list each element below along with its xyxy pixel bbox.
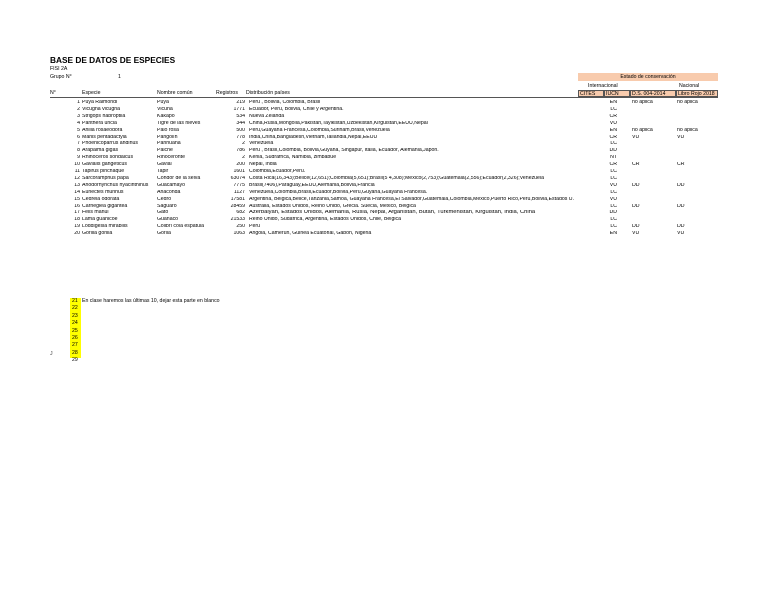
- records-cell[interactable]: 1771: [233, 106, 245, 112]
- distribution-cell[interactable]: Nepal, India: [249, 162, 277, 168]
- group-label: Grupo N°: [50, 74, 72, 80]
- common-name-cell[interactable]: Saguaro: [157, 203, 177, 209]
- common-name-cell[interactable]: Gavial: [157, 162, 172, 168]
- iucn-cell[interactable]: CR: [609, 113, 617, 119]
- common-name-cell[interactable]: Puya: [157, 100, 169, 105]
- records-cell[interactable]: 250: [236, 224, 245, 230]
- col-header-num: N°: [50, 90, 56, 96]
- row-number[interactable]: 2: [77, 106, 80, 112]
- red-book-cell[interactable]: DD: [677, 203, 685, 209]
- records-cell[interactable]: 500: [236, 127, 245, 133]
- species-cell[interactable]: Panthera uncia: [82, 120, 117, 126]
- iucn-cell[interactable]: NT: [610, 155, 617, 161]
- col-header-species: Especie: [82, 90, 101, 96]
- table-row[interactable]: [0, 141, 768, 148]
- empty-row-number[interactable]: 25: [72, 327, 78, 334]
- international-header: Internacional: [588, 83, 618, 89]
- records-cell[interactable]: 2: [242, 155, 245, 161]
- table-row[interactable]: [0, 100, 768, 107]
- empty-row-number[interactable]: 22: [72, 305, 78, 312]
- species-cell[interactable]: Tapirus pinchaque: [82, 169, 125, 174]
- common-name-cell[interactable]: Kakapo: [157, 113, 175, 119]
- table-row[interactable]: [0, 224, 768, 231]
- distribution-cell[interactable]: Kenia, Sudráfrica, Namibia, zimbabue: [249, 155, 337, 161]
- row-number[interactable]: 3: [77, 113, 80, 119]
- red-book-cell[interactable]: no aplica: [677, 127, 698, 133]
- common-name-cell[interactable]: Parihuana: [157, 141, 181, 147]
- cites-header: CITES: [578, 90, 604, 97]
- iucn-cell[interactable]: VU: [609, 196, 617, 202]
- common-name-cell[interactable]: Vicuña: [157, 106, 173, 112]
- iucn-cell[interactable]: LC: [610, 189, 617, 195]
- common-name-cell[interactable]: Colibrí cola espátula: [157, 224, 205, 230]
- row-number[interactable]: 10: [74, 162, 80, 168]
- distribution-cell[interactable]: Reino Unido, Sudáfrica, Argentina, Estados Unidos, Chile, Bélgica: [249, 217, 401, 223]
- species-cell[interactable]: Puya Raimondi: [82, 100, 118, 105]
- distribution-cell[interactable]: China,Rusia,Mongolia,Pakistan,Tayikistán,Uzbekistan,Kirguistán,EEUU,Nepal: [249, 120, 428, 126]
- table-row[interactable]: [0, 128, 768, 135]
- records-cell[interactable]: 344: [236, 120, 245, 126]
- ds-cell[interactable]: no aplica: [632, 100, 653, 105]
- distribution-cell[interactable]: Perú,Guayana Francesa,Colombia,Surinam,Brasil,Venezuela: [249, 127, 390, 133]
- records-cell[interactable]: 2: [242, 141, 245, 147]
- species-cell[interactable]: Vicugna vicugna: [82, 106, 120, 112]
- distribution-cell[interactable]: India,China,Bangladesh,Vietnam,Tailandia,Nepal,EEUU: [249, 134, 378, 140]
- iucn-cell[interactable]: EN: [609, 127, 617, 133]
- row-number[interactable]: 18: [74, 217, 80, 223]
- species-cell[interactable]: Eunectes murinus: [82, 189, 124, 195]
- species-cell[interactable]: Gavialis gangeticus: [82, 162, 127, 168]
- table-row[interactable]: [0, 135, 768, 142]
- distribution-cell[interactable]: Colombia,Ecuador,Perú.: [249, 169, 306, 174]
- records-cell[interactable]: 778: [236, 134, 245, 140]
- table-row[interactable]: [0, 148, 768, 155]
- iucn-cell[interactable]: LC: [610, 169, 617, 174]
- row-number[interactable]: 8: [77, 148, 80, 154]
- row-number[interactable]: 6: [77, 134, 80, 140]
- distribution-cell[interactable]: Costa Rica(16,343);Belice(12,651);Colombia(5,651);Brasil(5 4,308);México(2,753);Guatemala(2,556);Ecuador(2,326);Venezuela: [249, 175, 544, 181]
- distribution-cell[interactable]: Australia, Estados Unidos, Reino Unido, Grecia. Suecia, México, Bélgica: [249, 203, 416, 209]
- table-row[interactable]: [0, 217, 768, 224]
- distribution-cell[interactable]: Perú , Bolivia, Colombia, Brasil: [249, 100, 321, 105]
- species-cell[interactable]: Manis pentadactyla: [82, 134, 127, 140]
- species-cell[interactable]: Anilia rosaeodora: [82, 127, 123, 133]
- iucn-cell[interactable]: DD: [609, 148, 617, 154]
- row-number[interactable]: 12: [74, 175, 80, 181]
- empty-row-number[interactable]: 24: [72, 320, 78, 327]
- row-number[interactable]: 14: [74, 189, 80, 195]
- table-row[interactable]: [0, 204, 768, 211]
- common-name-cell[interactable]: Palo rosa: [157, 127, 179, 133]
- common-name-cell[interactable]: Paiche: [157, 148, 173, 154]
- red-book-cell[interactable]: VU: [677, 134, 685, 140]
- header-divider: [50, 97, 718, 98]
- row-number[interactable]: 9: [77, 155, 80, 161]
- table-row[interactable]: [0, 169, 768, 176]
- empty-row-number[interactable]: 28: [72, 349, 78, 356]
- distribution-cell[interactable]: Venezuela: [249, 141, 274, 147]
- red-book-header: Libro Rojo 2018: [676, 90, 718, 97]
- table-row[interactable]: [0, 231, 768, 238]
- distribution-cell[interactable]: Brasil(7406),Paraguay,EEUU,Alemania,Bolivia,Francia: [249, 182, 375, 188]
- distribution-cell[interactable]: Perú , Brasil,Colombia, Bolivia,Guyana, Singapur, Italia, Ecuador, Alemania,Japon.: [249, 148, 439, 154]
- distribution-cell[interactable]: Nueva Zelanda: [249, 113, 285, 119]
- table-row[interactable]: [0, 183, 768, 190]
- iucn-cell[interactable]: LC: [610, 175, 617, 181]
- col-header-distribution: Distribución países: [246, 90, 290, 96]
- species-cell[interactable]: Loddigesia mirabilis: [82, 224, 128, 230]
- col-header-common-name: Nombre común: [157, 90, 193, 96]
- red-book-cell[interactable]: DD: [677, 182, 685, 188]
- common-name-cell[interactable]: Cóndor de la selva: [157, 175, 201, 181]
- iucn-cell[interactable]: LC: [610, 203, 617, 209]
- instruction-note: En clase haremos las últimas 10, dejar esta parte en blanco: [82, 298, 220, 304]
- iucn-cell[interactable]: LC: [610, 106, 617, 112]
- records-cell[interactable]: 21533: [230, 217, 245, 223]
- records-cell[interactable]: 200: [236, 162, 245, 168]
- distribution-cell[interactable]: Perú: [249, 224, 260, 230]
- common-name-cell[interactable]: Guacamayo: [157, 182, 185, 188]
- iucn-cell[interactable]: CR: [609, 134, 617, 140]
- row-number[interactable]: 4: [77, 120, 80, 126]
- empty-row-number[interactable]: 27: [72, 342, 78, 349]
- stray-cell-mark[interactable]: J: [50, 351, 53, 357]
- empty-row-number[interactable]: 26: [72, 335, 78, 341]
- records-cell[interactable]: 7775: [233, 182, 245, 188]
- table-row[interactable]: [0, 114, 768, 121]
- ds-header: D.S. 004-2014: [630, 90, 676, 97]
- distribution-cell[interactable]: Argentina, Bélgica,Belice,Tanzania,Samoa, Guayana Francesa,El Salvador,Guatemala,Colombia,México,Puerto Rico,Perú,Bolivia,Estados U.: [249, 196, 574, 202]
- species-cell[interactable]: Lama guanicoe: [82, 217, 118, 223]
- table-row[interactable]: [0, 162, 768, 169]
- records-cell[interactable]: 682: [236, 210, 245, 216]
- distribution-cell[interactable]: Venezuela,Colombia,Brasil,Ecuador,Bolivia,Perú,Guyana,Guayana Francesa.: [249, 189, 428, 195]
- records-cell[interactable]: 1063: [233, 231, 245, 237]
- records-cell[interactable]: 786: [236, 148, 245, 154]
- row-number[interactable]: 17: [74, 210, 80, 216]
- records-cell[interactable]: 1127: [233, 189, 245, 195]
- records-cell[interactable]: 28459: [230, 203, 245, 209]
- species-cell[interactable]: Anodorhynchus hyacinthinus: [82, 182, 149, 188]
- table-row[interactable]: [0, 155, 768, 162]
- table-row[interactable]: [0, 176, 768, 183]
- row-number[interactable]: 5: [77, 127, 80, 133]
- common-name-cell[interactable]: Gorila: [157, 231, 171, 237]
- table-row[interactable]: [0, 210, 768, 217]
- records-cell[interactable]: 534: [236, 113, 245, 119]
- records-cell[interactable]: 17581: [230, 196, 245, 202]
- row-number[interactable]: 16: [74, 203, 80, 209]
- iucn-cell[interactable]: DD: [609, 210, 617, 216]
- ds-cell[interactable]: DD: [632, 182, 640, 188]
- records-cell[interactable]: 63074: [230, 175, 245, 181]
- species-cell[interactable]: Felis manul: [82, 210, 109, 216]
- common-name-cell[interactable]: Tigre de las nieves: [157, 120, 201, 126]
- empty-row-number[interactable]: 21: [72, 298, 78, 304]
- sheet-title: BASE DE DATOS DE ESPECIES: [50, 55, 176, 65]
- red-book-cell[interactable]: CR: [677, 162, 685, 168]
- iucn-header: IUCN: [604, 90, 630, 97]
- row-number[interactable]: 20: [74, 231, 80, 237]
- conservation-status-header: Estado de conservación: [578, 73, 718, 81]
- table-row[interactable]: [0, 107, 768, 114]
- table-row[interactable]: [0, 197, 768, 204]
- species-cell[interactable]: Carnegiea gigantea: [82, 203, 128, 209]
- common-name-cell[interactable]: Rinoceronte: [157, 155, 185, 161]
- common-name-cell[interactable]: Gato: [157, 210, 169, 216]
- empty-row-number[interactable]: 23: [72, 312, 78, 319]
- table-row[interactable]: [0, 190, 768, 197]
- ds-cell[interactable]: no aplica: [632, 127, 653, 133]
- species-cell[interactable]: Cedrela odorata: [82, 196, 120, 202]
- iucn-cell[interactable]: EN: [609, 100, 617, 105]
- national-header: Nacional: [679, 83, 700, 89]
- common-name-cell[interactable]: Cedro: [157, 196, 172, 202]
- table-row[interactable]: [0, 121, 768, 128]
- iucn-cell[interactable]: VU: [609, 120, 617, 126]
- iucn-cell[interactable]: EN: [609, 231, 617, 237]
- iucn-cell[interactable]: CR: [609, 162, 617, 168]
- records-cell[interactable]: 1601: [233, 169, 245, 174]
- records-cell[interactable]: 219: [236, 100, 245, 105]
- iucn-cell[interactable]: LC: [610, 224, 617, 230]
- red-book-cell[interactable]: DD: [677, 224, 685, 230]
- row-number[interactable]: 15: [74, 196, 80, 202]
- species-cell[interactable]: Phoenicoparrus andinus: [82, 141, 138, 147]
- iucn-cell[interactable]: LC: [610, 141, 617, 147]
- species-cell[interactable]: Rhinoceros sondaicus: [82, 155, 134, 161]
- course-label: FISI 2A: [50, 66, 68, 72]
- ds-cell[interactable]: DD: [632, 203, 640, 209]
- distribution-cell[interactable]: Azerbaiyán, Estados Unidos, Alemania, Rusia, Nepal, Afganistán, Bután, Turkmenistán, Kirguistán, India, China: [249, 210, 536, 216]
- species-cell[interactable]: Gorilla gorilla: [82, 231, 113, 237]
- common-name-cell[interactable]: Guanaco: [157, 217, 179, 223]
- group-number[interactable]: 1: [118, 74, 121, 80]
- species-cell[interactable]: Arapaima gigas: [82, 148, 119, 154]
- red-book-cell[interactable]: no aplica: [677, 100, 698, 105]
- distribution-cell[interactable]: Angola, Camerún, Guinea Ecuatorial, Gabón, Nigeria: [249, 231, 372, 237]
- common-name-cell[interactable]: Tapir: [157, 169, 169, 174]
- col-header-records: Registros: [216, 90, 238, 96]
- empty-row-number[interactable]: 29: [72, 357, 78, 364]
- distribution-cell[interactable]: Ecuador, Perú, Bolivia, Chile y Argentina.: [249, 106, 344, 112]
- row-number[interactable]: 19: [74, 224, 80, 230]
- common-name-cell[interactable]: Pangolín: [157, 134, 178, 140]
- row-number[interactable]: 1: [77, 100, 80, 105]
- iucn-cell[interactable]: VU: [609, 182, 617, 188]
- species-cell[interactable]: Strigops habroptila: [82, 113, 126, 119]
- common-name-cell[interactable]: Anaconda: [157, 189, 181, 195]
- ds-cell[interactable]: CR: [632, 162, 640, 168]
- ds-cell[interactable]: VU: [632, 134, 640, 140]
- ds-cell[interactable]: VU: [632, 231, 640, 237]
- row-number[interactable]: 11: [74, 169, 80, 174]
- red-book-cell[interactable]: VU: [677, 231, 685, 237]
- row-number[interactable]: 13: [74, 182, 80, 188]
- ds-cell[interactable]: DD: [632, 224, 640, 230]
- species-cell[interactable]: Sarcoramphus papa: [82, 175, 129, 181]
- row-number[interactable]: 7: [77, 141, 80, 147]
- iucn-cell[interactable]: LC: [610, 217, 617, 223]
